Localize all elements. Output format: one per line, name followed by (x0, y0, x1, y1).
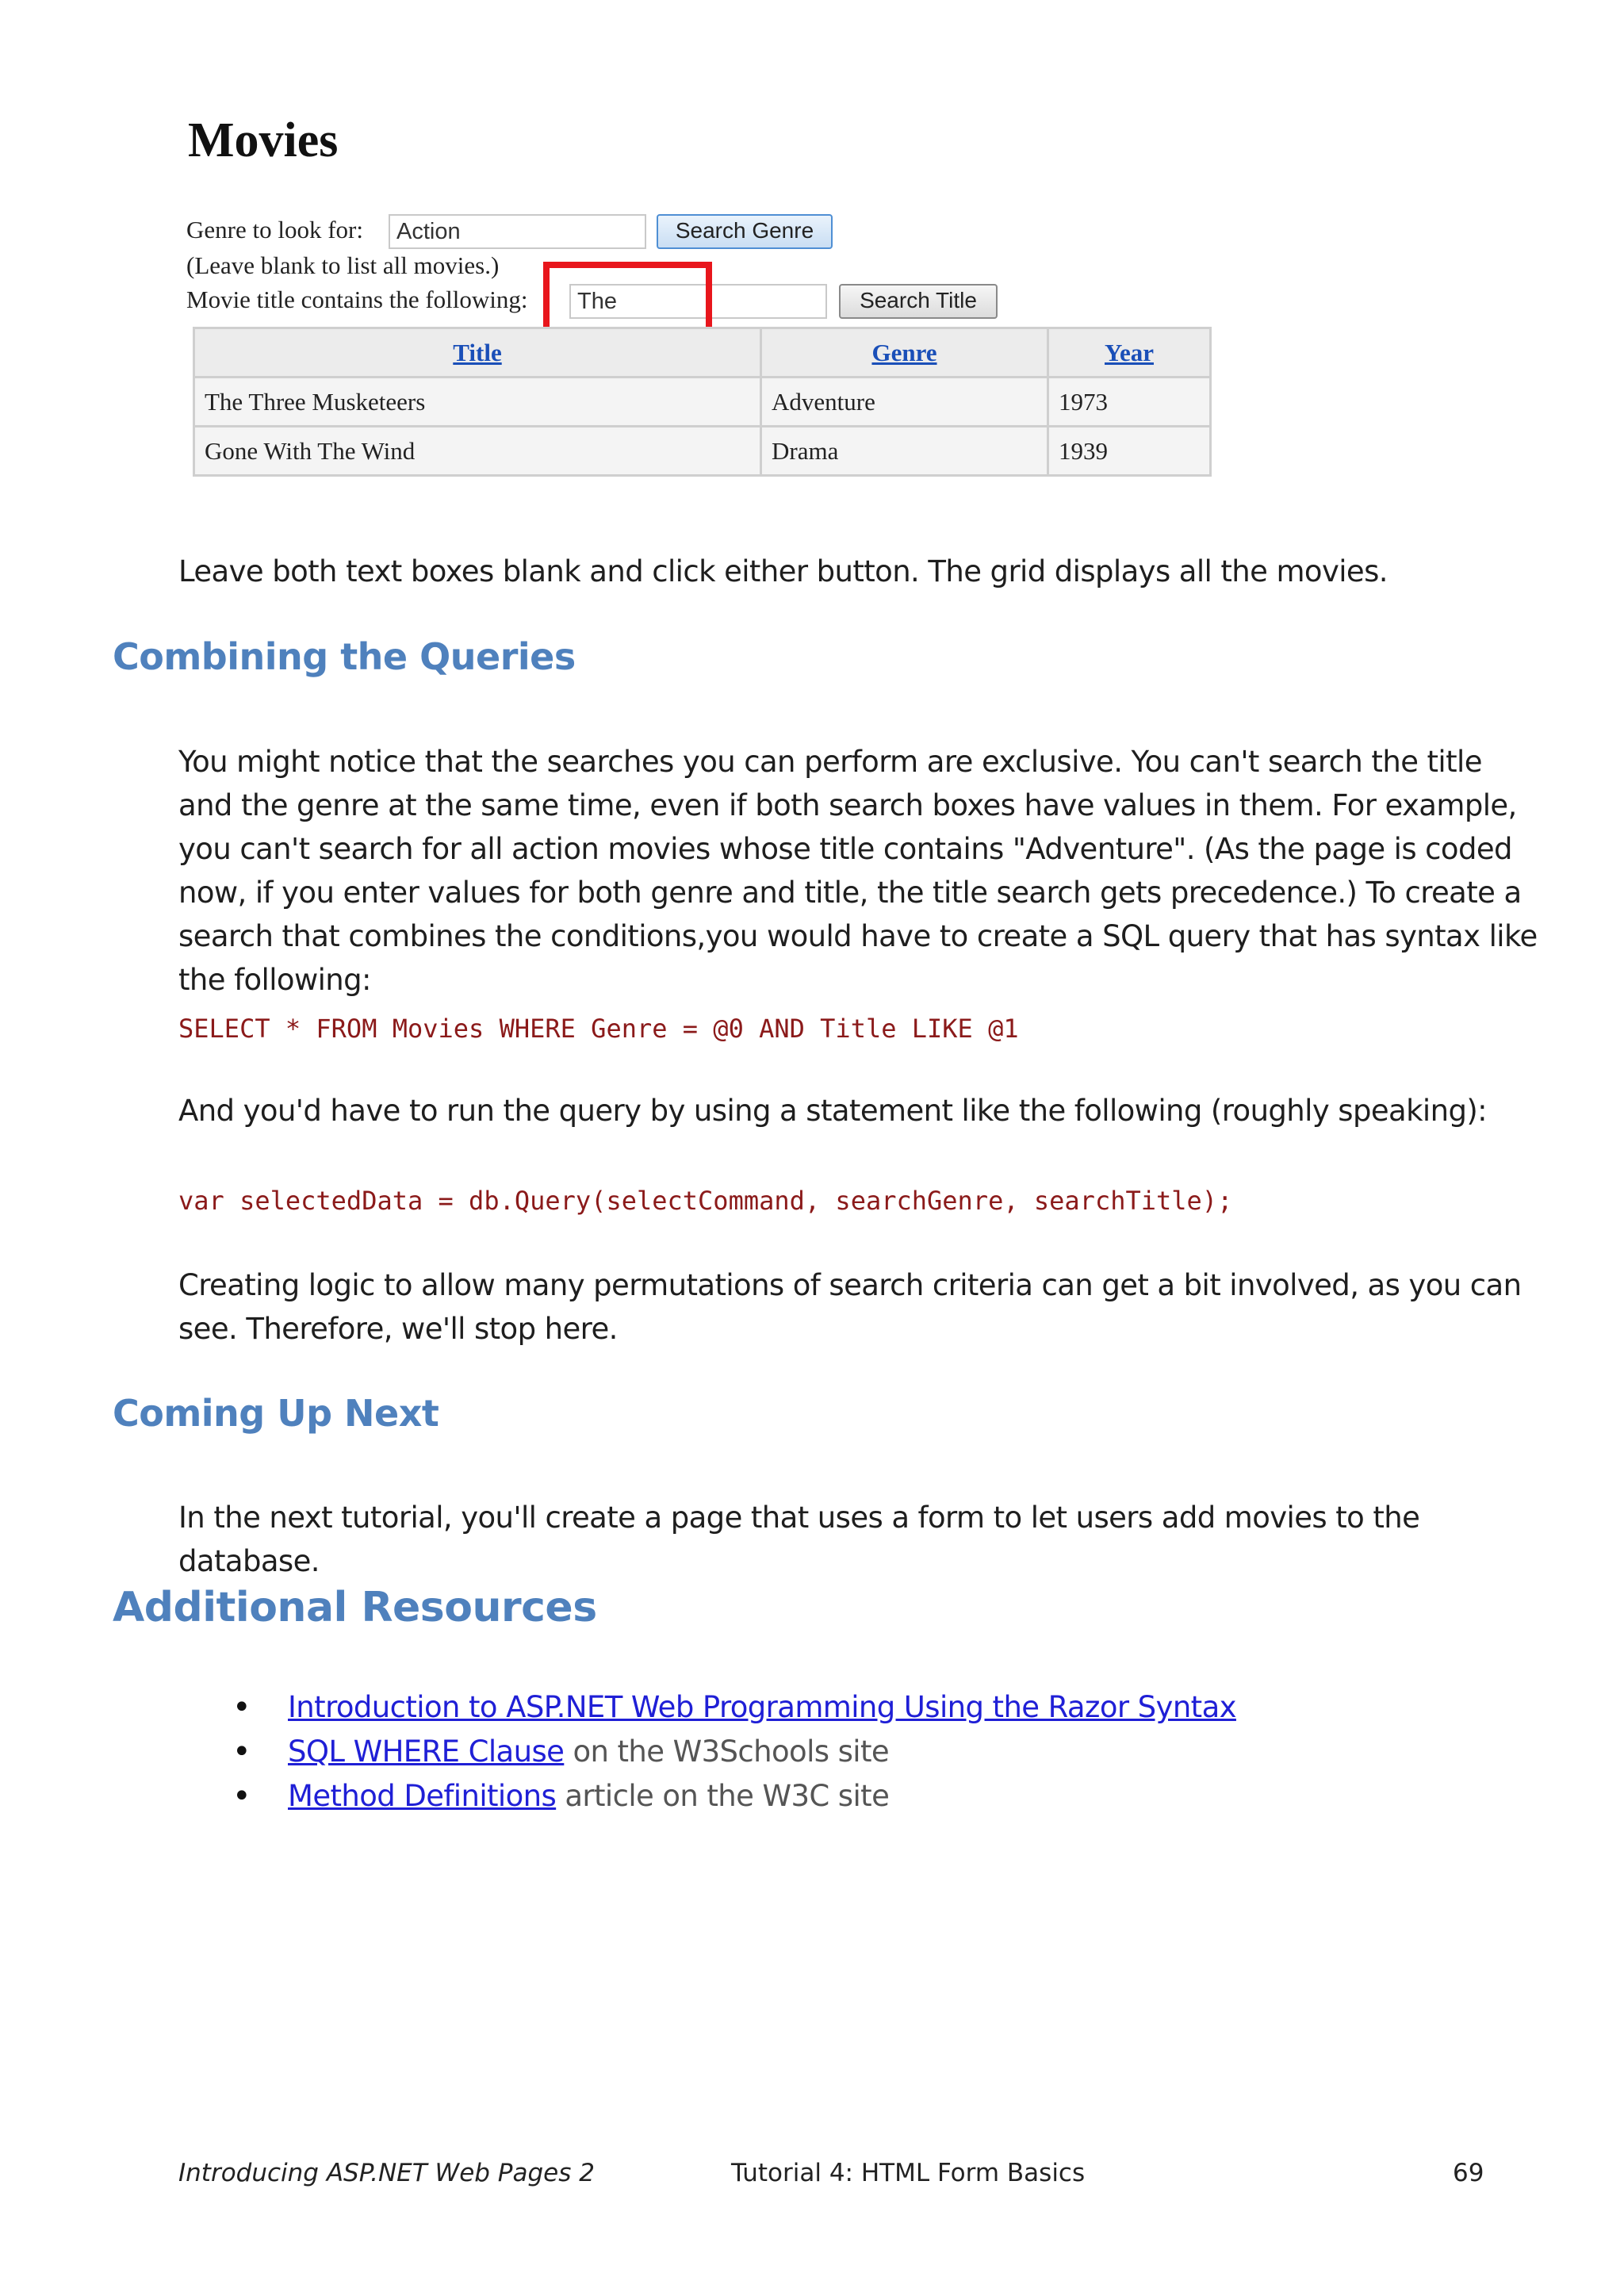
genre-label: Genre to look for: (186, 216, 363, 243)
table-row (194, 427, 1211, 476)
cell-year: 1973 (1048, 378, 1211, 427)
grid-header-year[interactable]: Year (1048, 328, 1211, 378)
heading-combining: Combining the Queries (113, 635, 576, 678)
movies-grid (193, 327, 1212, 477)
footer-page-number: 69 (1453, 2159, 1484, 2187)
heading-additional-resources: Additional Resources (113, 1584, 597, 1631)
list-item (178, 1774, 1236, 1819)
footer-book-title: Introducing ASP.NET Web Pages 2 (178, 2159, 595, 2187)
search-title-button[interactable]: Search Title (839, 284, 998, 319)
combining-paragraph-2: And you'd have to run the query by using a statement like the following (roughly speaking): (178, 1094, 1488, 1128)
resource-suffix: on the W3Schools site (564, 1734, 890, 1769)
blank-note: (Leave blank to list all movies.) (186, 251, 500, 279)
list-item (178, 1685, 1236, 1730)
title-label: Movie title contains the following: (186, 286, 528, 313)
grid-header-title[interactable]: Title (194, 328, 761, 378)
list-item (178, 1730, 1236, 1774)
bullet-icon: • (232, 1689, 251, 1726)
bullet-icon: • (232, 1778, 251, 1815)
code-query-statement: var selectedData = db.Query(selectCommand, searchGenre, searchTitle); (178, 1186, 1233, 1216)
link-method-definitions[interactable]: Method Definitions (288, 1779, 557, 1813)
heading-coming-up-next: Coming Up Next (113, 1392, 439, 1435)
cell-title: The Three Musketeers (194, 378, 761, 427)
footer-chapter: Tutorial 4: HTML Form Basics (731, 2159, 1086, 2187)
link-razor-syntax[interactable]: Introduction to ASP.NET Web Programming Using the Razor Syntax (288, 1690, 1236, 1724)
cell-genre: Drama (761, 427, 1048, 476)
genre-input[interactable]: Action (389, 214, 646, 249)
code-sql-query: SELECT * FROM Movies WHERE Genre = @0 AND Title LIKE @1 (178, 1014, 1019, 1044)
bullet-icon: • (232, 1734, 251, 1770)
combining-paragraph-1: You might notice that the searches you can perform are exclusive. You can't search the title and the genre at the same time, even if both search boxes have values in them. For example, you can't search for all action movies whose title contains "Adventure". (As the page is coded now, if you enter values for both genre and title, the title search gets precedence.) To create a search that combines the conditions,you would have to create a SQL query that has syntax like the following: (178, 745, 1538, 997)
movies-screenshot (178, 103, 1225, 492)
grid-header-genre[interactable]: Genre (761, 328, 1048, 378)
title-input[interactable]: The (569, 284, 827, 319)
cell-genre: Adventure (761, 378, 1048, 427)
intro-paragraph: Leave both text boxes blank and click either button. The grid displays all the movies. (178, 554, 1388, 588)
table-row (194, 378, 1211, 427)
grid-header-row (194, 328, 1211, 378)
cell-title: Gone With The Wind (194, 427, 761, 476)
screenshot-title: Movies (188, 113, 339, 167)
resource-suffix: article on the W3C site (556, 1779, 890, 1813)
link-sql-where[interactable]: SQL WHERE Clause (288, 1734, 565, 1769)
search-genre-button[interactable]: Search Genre (657, 214, 833, 249)
combining-paragraph-3: Creating logic to allow many permutations of search criteria can get a bit involved, as you can see. Therefore, we'll stop here. (178, 1268, 1522, 1346)
resources-list (178, 1685, 1236, 1819)
next-paragraph: In the next tutorial, you'll create a page that uses a form to let users add movies to the database. (178, 1501, 1420, 1578)
cell-year: 1939 (1048, 427, 1211, 476)
